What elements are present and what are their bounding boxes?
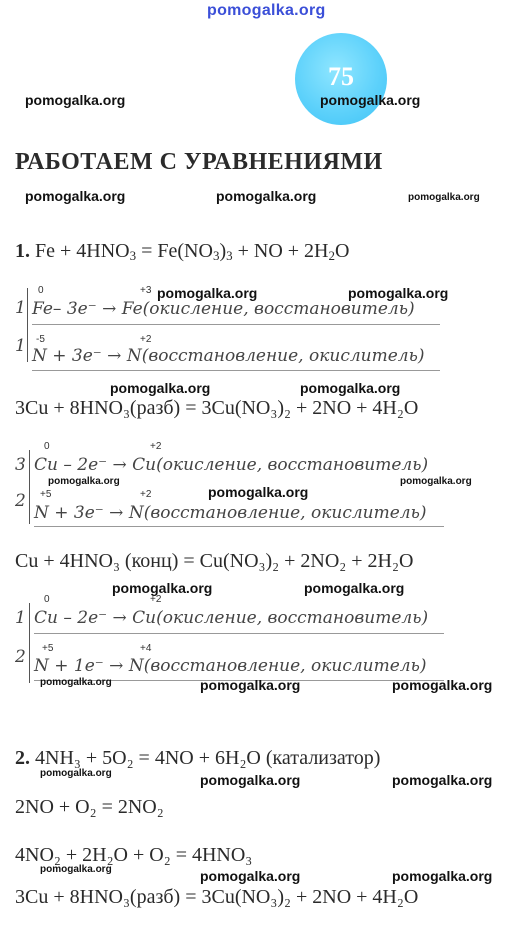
watermark: pomogalka.org — [392, 868, 493, 884]
balance-brace — [29, 450, 30, 524]
oxidation-state: +5 — [40, 489, 52, 500]
equation-1-2: 3Cu + 8HNO₃(разб) = 3Cu(NO₃)₂ + 2NO + 4H₂O — [15, 397, 419, 419]
half-reaction: Cu – 2e⁻ → Cu(окисление, восстановитель) — [34, 455, 429, 475]
eq-part: 4NH₃ + 5O₂ = 4NO + 6H₂O (катализатор) — [35, 747, 381, 769]
page-number: 75 — [328, 62, 354, 91]
balance-coef: 2 — [15, 491, 26, 511]
watermark: pomogalka.org — [110, 380, 211, 396]
half-reaction: N + 3e⁻ → N(восстановление, окислитель) — [34, 503, 427, 523]
site-link[interactable]: pomogalka.org — [207, 2, 326, 19]
watermark: pomogalka.org — [408, 192, 480, 203]
balance-brace — [27, 288, 28, 362]
watermark: pomogalka.org — [200, 772, 301, 788]
oxidation-state: +4 — [140, 643, 152, 654]
eq-part: + NO + 2H — [232, 240, 329, 262]
watermark: pomogalka.org — [40, 864, 112, 875]
watermark: pomogalka.org — [320, 92, 421, 108]
eq-part: = Fe(NO — [136, 240, 213, 262]
watermark: pomogalka.org — [348, 285, 449, 301]
underline — [32, 370, 440, 371]
balance-coef: 1 — [15, 298, 26, 318]
half-reaction: N + 1e⁻ → N(восстановление, окислитель) — [34, 656, 427, 676]
oxidation-state: +5 — [42, 643, 54, 654]
watermark: pomogalka.org — [40, 768, 112, 779]
eq-part: Fe + 4HNO — [35, 240, 130, 262]
page-number-badge — [295, 33, 387, 125]
equation-1-3: Cu + 4HNO₃ (конц) = Cu(NO₃)₂ + 2NO₂ + 2H₂O — [15, 550, 414, 572]
underline — [34, 633, 444, 634]
eq-sub: 3 — [129, 248, 137, 263]
balance-coef: 1 — [15, 336, 26, 356]
oxidation-state: +2 — [140, 334, 152, 345]
watermark: pomogalka.org — [200, 677, 301, 693]
watermark: pomogalka.org — [48, 476, 120, 487]
watermark: pomogalka.org — [300, 380, 401, 396]
balance-coef: 1 — [15, 608, 26, 628]
underline — [32, 324, 440, 325]
eq-part: ) — [219, 240, 227, 262]
half-reaction: Fe– 3e⁻ → Fe(окисление, восстановитель) — [32, 299, 415, 319]
equation-1-1 — [15, 240, 349, 264]
oxidation-state: +2 — [150, 441, 162, 452]
eq-sub: 3 — [212, 248, 220, 263]
half-reaction: Cu – 2e⁻ → Cu(окисление, восстановитель) — [34, 608, 429, 628]
equation-2-4: 3Cu + 8HNO₃(разб) = 3Cu(NO₃)₂ + 2NO + 4H₂O — [15, 886, 419, 908]
watermark: pomogalka.org — [400, 476, 472, 487]
watermark: pomogalka.org — [112, 580, 213, 596]
underline — [34, 526, 444, 527]
watermark: pomogalka.org — [392, 772, 493, 788]
watermark: pomogalka.org — [304, 580, 405, 596]
oxidation-state: +2 — [140, 489, 152, 500]
page-title: РАБОТАЕМ С УРАВНЕНИЯМИ — [15, 149, 383, 175]
watermark: pomogalka.org — [200, 868, 301, 884]
watermark: pomogalka.org — [392, 677, 493, 693]
task-number: 1. — [15, 240, 30, 262]
watermark: pomogalka.org — [157, 285, 258, 301]
equation-2-3: 4NO₂ + 2H₂O + O₂ = 4HNO₃ — [15, 844, 253, 866]
watermark: pomogalka.org — [208, 484, 309, 500]
oxidation-state: -5 — [36, 334, 45, 345]
eq-part: O — [335, 240, 350, 262]
task-number: 2. — [15, 747, 30, 769]
eq-sub: 2 — [328, 248, 335, 263]
watermark: pomogalka.org — [40, 677, 112, 688]
oxidation-state: +2 — [150, 594, 162, 605]
watermark: pomogalka.org — [25, 92, 126, 108]
balance-coef: 2 — [15, 647, 26, 667]
equation-2-1 — [15, 747, 380, 770]
oxidation-state: +3 — [140, 285, 152, 296]
oxidation-state: 0 — [44, 441, 50, 452]
oxidation-state: 0 — [38, 285, 44, 296]
watermark: pomogalka.org — [216, 188, 317, 204]
oxidation-state: 0 — [44, 594, 50, 605]
equation-2-2: 2NO + O₂ = 2NO₂ — [15, 796, 164, 818]
eq-sub: 3 — [226, 248, 233, 263]
balance-coef: 3 — [15, 455, 26, 475]
watermark: pomogalka.org — [25, 188, 126, 204]
half-reaction: N + 3e⁻ → N(восстановление, окислитель) — [32, 346, 425, 366]
balance-brace — [29, 603, 30, 683]
